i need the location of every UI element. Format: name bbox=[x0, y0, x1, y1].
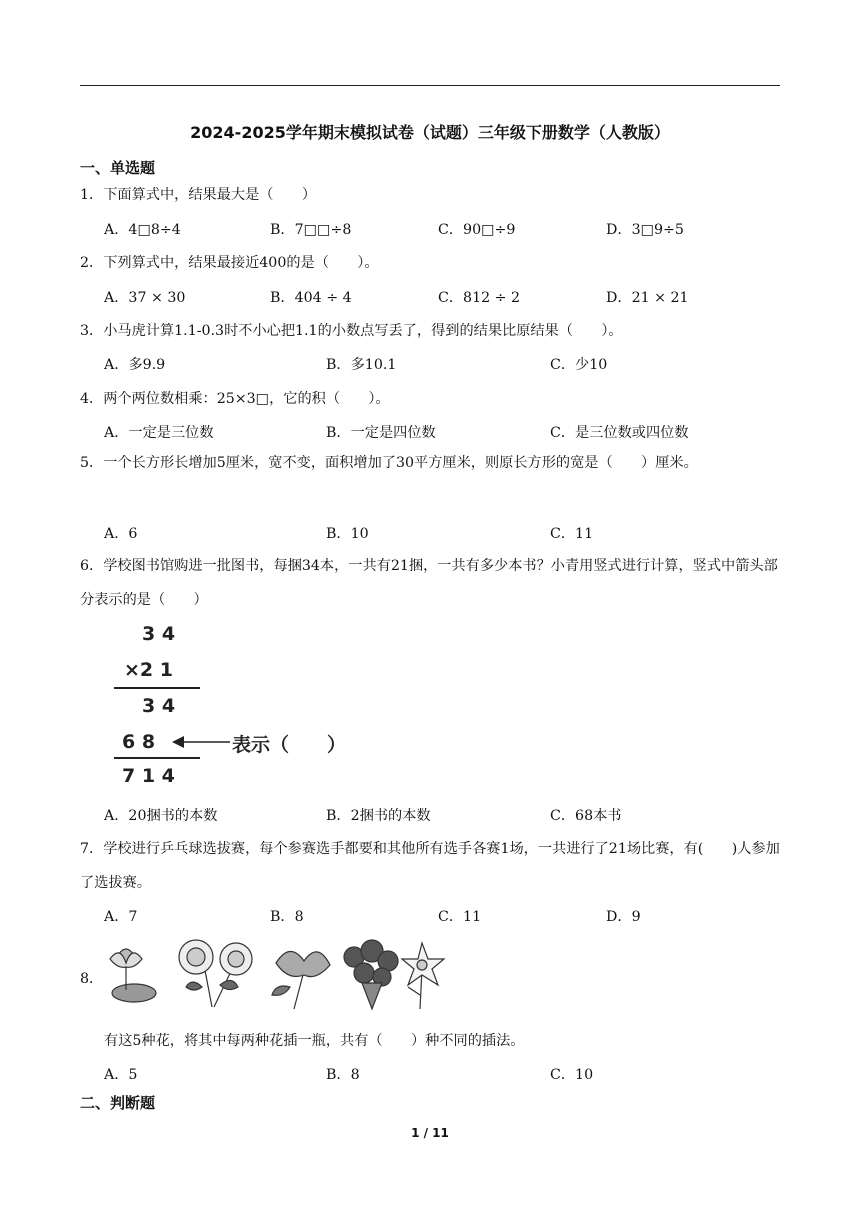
calc-line-2: ×2 1 bbox=[124, 659, 173, 681]
q7-option-a[interactable]: A．7 bbox=[104, 909, 138, 925]
header-rule bbox=[80, 85, 780, 86]
lotus-flower-icon bbox=[110, 949, 156, 1002]
q3-option-b[interactable]: B．多10.1 bbox=[326, 357, 397, 373]
q4-option-a[interactable]: A．一定是三位数 bbox=[104, 425, 214, 441]
calc-arrow-label: 表示（ ） bbox=[232, 734, 347, 756]
page-title: 2024-2025学年期末模拟试卷（试题）三年级下册数学（人教版） bbox=[190, 123, 670, 142]
q1-option-b[interactable]: B．7□□÷8 bbox=[270, 222, 352, 238]
q3-option-c[interactable]: C．少10 bbox=[550, 357, 608, 373]
q7-option-d[interactable]: D．9 bbox=[606, 909, 641, 925]
section-heading-true-false: 二、判断题 bbox=[80, 1094, 156, 1112]
question-6: 6．学校图书馆购进一批图书，每捆34本，一共有21捆，一共有多少本书？小青用竖式进行计算，竖式中箭头部分表示的是（ ） bbox=[80, 558, 778, 608]
question-5: 5．一个长方形长增加5厘米，宽不变，面积增加了30平方厘米，则原长方形的宽是（ ）厘米。 bbox=[80, 455, 698, 471]
q8-option-a[interactable]: A．5 bbox=[104, 1067, 138, 1083]
page-number: 1 / 11 bbox=[411, 1126, 449, 1140]
five-flowers-image bbox=[104, 935, 449, 1013]
q2-option-a[interactable]: A．37 × 30 bbox=[104, 290, 186, 306]
q5-option-c[interactable]: C．11 bbox=[550, 526, 594, 542]
rose-flower-icon bbox=[179, 940, 252, 1007]
section-heading-single-choice: 一、单选题 bbox=[80, 159, 156, 177]
calc-line-3: 3 4 bbox=[142, 695, 176, 717]
question-8-number: 8． bbox=[80, 971, 104, 987]
q6-option-a[interactable]: A．20捆书的本数 bbox=[104, 808, 218, 824]
q6-option-b[interactable]: B．2捆书的本数 bbox=[326, 808, 431, 824]
calc-line-1: 3 4 bbox=[142, 623, 176, 645]
q2-option-d[interactable]: D．21 × 21 bbox=[606, 290, 689, 306]
bouquet-flower-icon bbox=[344, 940, 398, 1009]
calc-line-5: 7 1 4 bbox=[122, 765, 175, 787]
question-7: 7．学校进行乒乓球选拔赛，每个参赛选手都要和其他所有选手各赛1场，一共进行了21场比赛，有( )人参加了选拔赛。 bbox=[80, 841, 780, 891]
vertical-multiplication-figure bbox=[104, 618, 364, 798]
q7-option-b[interactable]: B．8 bbox=[270, 909, 304, 925]
question-3: 3．小马虎计算1.1-0.3时不小心把1.1的小数点写丢了，得到的结果比原结果（ ）。 bbox=[80, 323, 623, 339]
q8-option-c[interactable]: C．10 bbox=[550, 1067, 594, 1083]
q7-option-c[interactable]: C．11 bbox=[438, 909, 482, 925]
q5-option-b[interactable]: B．10 bbox=[326, 526, 369, 542]
question-8-text: 有这5种花，将其中每两种花插一瓶，共有（ ）种不同的插法。 bbox=[104, 1033, 525, 1049]
q5-option-a[interactable]: A．6 bbox=[104, 526, 138, 542]
question-1: 1．下面算式中，结果最大是（ ） bbox=[80, 187, 317, 203]
q1-option-d[interactable]: D．3□9÷5 bbox=[606, 222, 684, 238]
q6-option-c[interactable]: C．68本书 bbox=[550, 808, 622, 824]
q1-option-c[interactable]: C．90□÷9 bbox=[438, 222, 516, 238]
q4-option-b[interactable]: B．一定是四位数 bbox=[326, 425, 436, 441]
q3-option-a[interactable]: A．多9.9 bbox=[104, 357, 166, 373]
lily-flower-icon bbox=[272, 951, 330, 1009]
q4-option-c[interactable]: C．是三位数或四位数 bbox=[550, 425, 689, 441]
arrow-head-icon bbox=[172, 736, 184, 748]
narcissus-flower-icon bbox=[402, 943, 444, 1009]
calc-line-4: 6 8 bbox=[122, 731, 156, 753]
question-4: 4．两个两位数相乘：25×3□，它的积（ ）。 bbox=[80, 391, 390, 407]
question-2: 2．下列算式中，结果最接近400的是（ ）。 bbox=[80, 255, 379, 271]
q2-option-c[interactable]: C．812 ÷ 2 bbox=[438, 290, 521, 306]
q8-option-b[interactable]: B．8 bbox=[326, 1067, 360, 1083]
q1-option-a[interactable]: A．4□8÷4 bbox=[104, 222, 181, 238]
q2-option-b[interactable]: B．404 ÷ 4 bbox=[270, 290, 352, 306]
